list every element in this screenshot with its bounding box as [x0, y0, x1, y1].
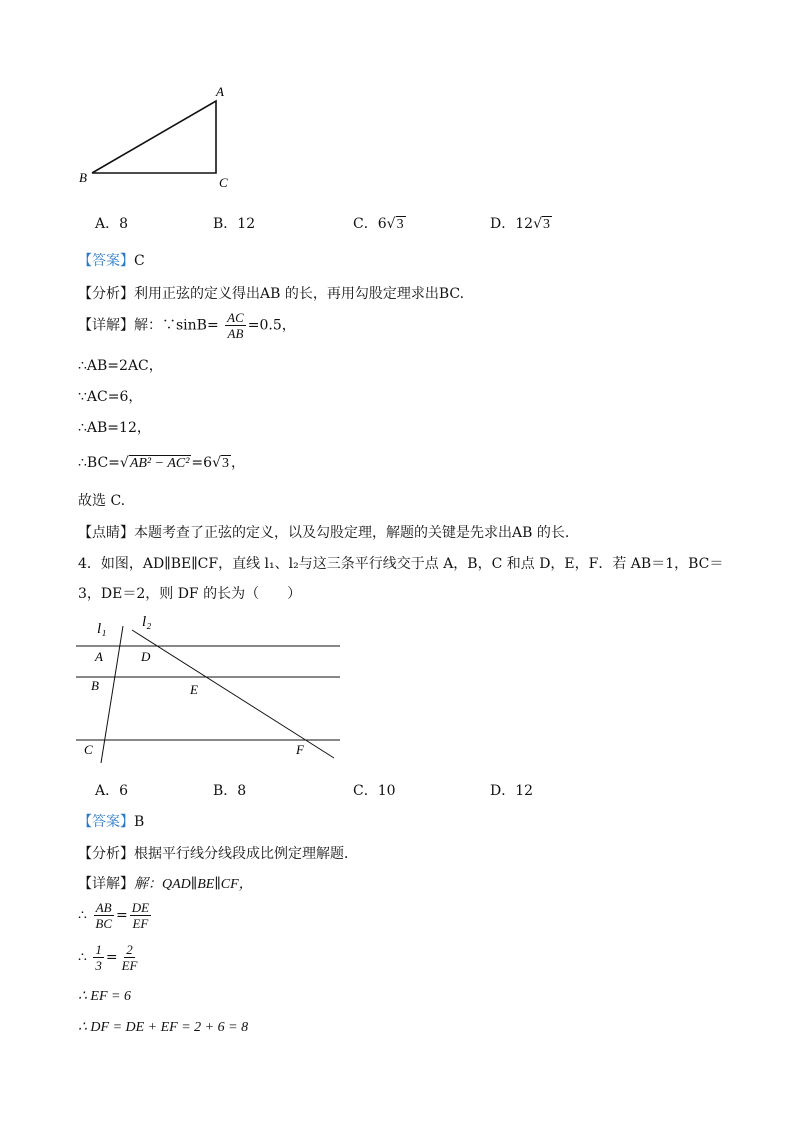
q3-option-b: B．12 [213, 216, 256, 232]
label-b: B [91, 678, 99, 693]
q3-answer: 【答案】C [78, 253, 145, 269]
label-l1: l₁ [97, 621, 107, 637]
q4-step2: ∴ $\frac{1}{3}$ = $\frac{2}{EF}$ [78, 942, 138, 973]
q3-option-d: D．12√3 [490, 216, 550, 232]
q4-step3: ∴ EF = 6 [78, 989, 131, 1004]
label-a: A [216, 84, 224, 99]
q3-step5: ∴BC=√AB² − AC² =6√3 ， [78, 455, 245, 471]
q3-option-c: C．6√3 [353, 216, 404, 232]
q3-option-a: A．8 [95, 216, 129, 232]
label-f: F [296, 742, 304, 757]
q4-option-c: C．10 [353, 783, 396, 799]
line-l1 [101, 626, 123, 763]
label-l2: l₂ [142, 614, 152, 630]
q3-step4: ∴AB=12， [78, 420, 151, 436]
parallel-lines-figure [70, 608, 350, 768]
label-e: E [190, 682, 198, 697]
label-d: D [141, 649, 151, 664]
q4-answer: 【答案】B [78, 814, 145, 830]
label-b: B [79, 170, 87, 185]
q3-comment: 【点睛】本题考查了正弦的定义，以及勾股定理，解题的关键是先求出AB 的长. [78, 525, 570, 541]
q3-conclusion: 故选 C. [78, 493, 126, 509]
q3-step3: ∵AC=6， [78, 389, 143, 405]
label-a: A [95, 649, 103, 664]
q4-stem-line2: 3，DE＝2，则 DF 的长为（ ） [78, 586, 302, 602]
q4-stem-line1: 4．如图，AD∥BE∥CF，直线 l₁、l₂与这三条平行线交于点 A，B，C 和点 D，E，F．若 AB＝1，BC＝ [78, 556, 724, 572]
q4-step4: ∴ DF = DE + EF = 2 + 6 = 8 [78, 1020, 249, 1035]
answer-tag: 【答案】 [78, 814, 134, 830]
q4-option-d: D．12 [490, 783, 534, 799]
label-c: C [84, 742, 93, 757]
q4-option-b: B．8 [213, 783, 247, 799]
q4-option-a: A．6 [95, 783, 129, 799]
answer-tag: 【答案】 [78, 253, 134, 269]
q3-analysis: 【分析】利用正弦的定义得出AB 的长，再用勾股定理求出BC. [78, 286, 465, 302]
triangle-abc [92, 101, 216, 173]
q4-step1: ∴ $\frac{AB}{BC}$ = $\frac{DE}{EF}$ [78, 900, 150, 931]
q4-detail: 【详解】解：QAD∥BE∥CF， [78, 876, 253, 892]
q3-step2: ∴AB=2AC， [78, 358, 163, 374]
q3-detail: 【详解】解：∵sinB= $\frac{AC}{AB}$ =0.5， [78, 310, 296, 341]
q4-analysis: 【分析】根据平行线分线段成比例定理解题． [78, 846, 358, 862]
line-l2 [132, 630, 334, 758]
label-c: C [219, 175, 228, 190]
triangle-figure [70, 80, 250, 195]
